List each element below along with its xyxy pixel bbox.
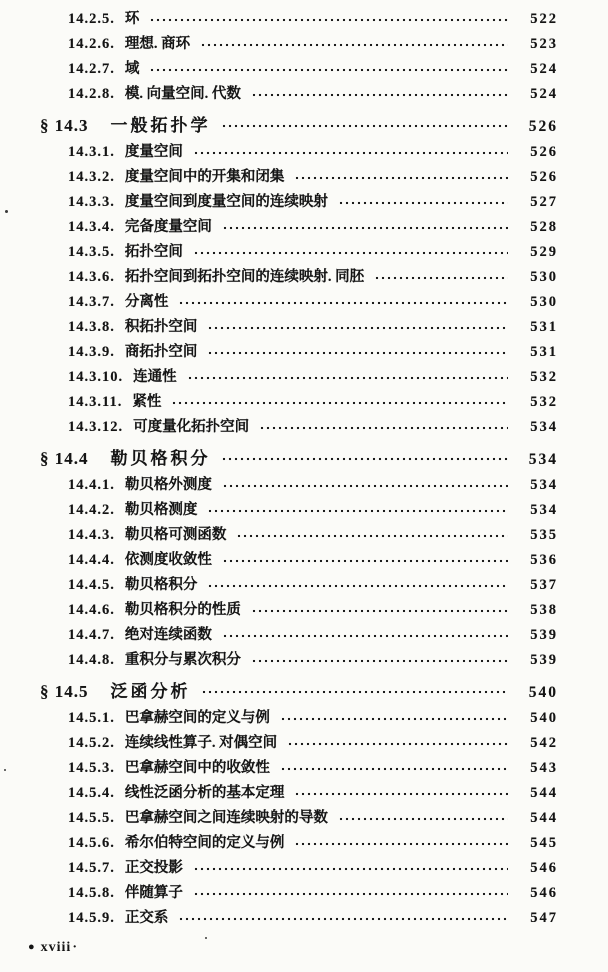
entry-title: 分离性 xyxy=(124,294,169,310)
entry-page: 524 xyxy=(530,86,558,102)
entry-number: 14.3.2. xyxy=(68,169,115,185)
toc-entry xyxy=(0,781,558,806)
entry-page: 528 xyxy=(530,219,558,235)
entry-title: 希尔伯特空间的定义与例 xyxy=(124,835,285,851)
entry-page: 544 xyxy=(530,810,558,826)
footer-right-dot: · xyxy=(72,940,78,955)
toc-entry xyxy=(0,731,558,756)
dot-leader xyxy=(201,688,509,696)
dot-leader xyxy=(280,765,508,773)
dot-leader xyxy=(193,249,508,257)
entry-page: 539 xyxy=(530,627,558,643)
dot-leader xyxy=(200,41,508,49)
entry-page: 534 xyxy=(530,419,558,435)
footer-page-number: xviii xyxy=(40,940,72,955)
entry-page: 531 xyxy=(530,344,558,360)
entry-number: 14.4.4. xyxy=(68,552,115,568)
toc-entry xyxy=(0,165,558,190)
toc-entry xyxy=(0,82,558,107)
entry-title: 连续线性算子. 对偶空间 xyxy=(124,735,278,751)
entry-page: 537 xyxy=(530,577,558,593)
entry-number: 14.2.6. xyxy=(68,36,115,52)
entry-number: 14.4.5. xyxy=(68,577,115,593)
dot-leader xyxy=(193,149,508,157)
entry-page: 529 xyxy=(530,244,558,260)
dot-leader xyxy=(338,199,508,207)
entry-title: 拓扑空间到拓扑空间的连续映射. 同胚 xyxy=(124,269,365,285)
entry-number: 14.2.7. xyxy=(68,61,115,77)
entry-title: 重积分与累次积分 xyxy=(124,652,241,668)
toc-entry xyxy=(0,265,558,290)
entry-number: 14.4.3. xyxy=(68,527,115,543)
entry-page: 526 xyxy=(530,169,558,185)
entry-number: 14.2.5. xyxy=(68,11,115,27)
toc-entry xyxy=(0,881,558,906)
entry-title: 完备度量空间 xyxy=(124,219,212,235)
entry-number: 14.5.1. xyxy=(68,710,115,726)
entry-number: 14.3.5. xyxy=(68,244,115,260)
dot-leader xyxy=(178,915,508,923)
entry-title: 可度量化拓扑空间 xyxy=(133,419,250,435)
toc-entry xyxy=(0,365,558,390)
entry-page: 526 xyxy=(530,144,558,160)
entry-number: 14.4.1. xyxy=(68,477,115,493)
entry-number: 14.5.6. xyxy=(68,835,115,851)
entry-page: 539 xyxy=(530,652,558,668)
entry-page: 524 xyxy=(530,61,558,77)
dot-leader xyxy=(251,607,508,615)
entry-title: 度量空间到度量空间的连续映射 xyxy=(124,194,328,210)
entry-number: 14.4.6. xyxy=(68,602,115,618)
entry-number: 14.5.5. xyxy=(68,810,115,826)
toc-entry xyxy=(0,677,558,706)
dot-leader xyxy=(149,16,508,24)
entry-number: 14.4.7. xyxy=(68,627,115,643)
scan-speck xyxy=(4,769,6,771)
entry-page: 523 xyxy=(530,36,558,52)
toc-entry xyxy=(0,415,558,440)
entry-number: § 14.3 xyxy=(40,116,89,135)
entry-number: 14.5.9. xyxy=(68,910,115,926)
entry-title: 商拓扑空间 xyxy=(124,344,198,360)
dot-leader xyxy=(193,865,508,873)
toc-entry xyxy=(0,390,558,415)
toc-entry xyxy=(0,806,558,831)
dot-leader xyxy=(187,374,508,382)
footer-left-bullet: ● xyxy=(28,941,36,953)
dot-leader xyxy=(280,715,508,723)
entry-page: 534 xyxy=(530,502,558,518)
entry-title: 巴拿赫空间之间连续映射的导数 xyxy=(124,810,328,826)
toc-entry xyxy=(0,240,558,265)
toc-entry xyxy=(0,215,558,240)
entry-page: 542 xyxy=(530,735,558,751)
entry-title: 勒贝格积分 xyxy=(110,449,211,468)
toc-entry xyxy=(0,444,558,473)
toc-entry xyxy=(0,831,558,856)
dot-leader xyxy=(171,399,508,407)
dot-leader xyxy=(251,657,508,665)
toc-entry xyxy=(0,190,558,215)
entry-number: 14.3.7. xyxy=(68,294,115,310)
entry-title: 一般拓扑学 xyxy=(110,116,211,135)
entry-number: 14.5.8. xyxy=(68,885,115,901)
entry-number: 14.3.11. xyxy=(68,394,123,410)
entry-number: 14.3.3. xyxy=(68,194,115,210)
entry-number: 14.4.2. xyxy=(68,502,115,518)
toc-entry xyxy=(0,473,558,498)
entry-page: 536 xyxy=(530,552,558,568)
entry-number: 14.3.9. xyxy=(68,344,115,360)
toc-entry xyxy=(0,498,558,523)
dot-leader xyxy=(207,349,508,357)
page-footer xyxy=(28,940,78,956)
entry-title: 勒贝格测度 xyxy=(124,502,198,518)
entry-page: 522 xyxy=(530,11,558,27)
entry-page: 545 xyxy=(530,835,558,851)
toc-entry xyxy=(0,623,558,648)
toc-entry xyxy=(0,573,558,598)
entry-number: 14.5.2. xyxy=(68,735,115,751)
dot-leader xyxy=(374,274,508,282)
dot-leader xyxy=(294,790,508,798)
entry-title: 勒贝格积分的性质 xyxy=(124,602,241,618)
toc-entry xyxy=(0,548,558,573)
dot-leader xyxy=(193,890,508,898)
dot-leader xyxy=(222,224,508,232)
entry-page: 544 xyxy=(530,785,558,801)
dot-leader xyxy=(338,815,508,823)
toc-entry xyxy=(0,32,558,57)
toc-entry xyxy=(0,706,558,731)
entry-title: 度量空间 xyxy=(124,144,183,160)
entry-number: § 14.4 xyxy=(40,449,89,468)
entry-page: 547 xyxy=(530,910,558,926)
dot-leader xyxy=(222,632,508,640)
dot-leader xyxy=(222,482,508,490)
dot-leader xyxy=(221,455,509,463)
entry-page: 530 xyxy=(530,269,558,285)
entry-page: 534 xyxy=(528,451,558,468)
entry-title: 正交投影 xyxy=(124,860,183,876)
dot-leader xyxy=(207,324,508,332)
entry-page: 531 xyxy=(530,319,558,335)
entry-title: 环 xyxy=(124,11,140,27)
entry-title: 正交系 xyxy=(124,910,169,926)
entry-page: 535 xyxy=(530,527,558,543)
entry-number: 14.5.3. xyxy=(68,760,115,776)
entry-page: 532 xyxy=(530,369,558,385)
entry-number: 14.3.8. xyxy=(68,319,115,335)
entry-title: 绝对连续函数 xyxy=(124,627,212,643)
entry-page: 546 xyxy=(530,860,558,876)
dot-leader xyxy=(251,91,508,99)
entry-page: 540 xyxy=(530,710,558,726)
scan-speck xyxy=(5,210,8,213)
dot-leader xyxy=(207,582,508,590)
entry-page: 527 xyxy=(530,194,558,210)
entry-page: 534 xyxy=(530,477,558,493)
dot-leader xyxy=(287,740,508,748)
entry-number: 14.3.12. xyxy=(68,419,124,435)
toc-entry xyxy=(0,523,558,548)
scan-speck xyxy=(205,937,207,939)
entry-page: 540 xyxy=(528,684,558,701)
entry-number: 14.4.8. xyxy=(68,652,115,668)
entry-page: 526 xyxy=(528,118,558,135)
entry-title: 紧性 xyxy=(132,394,162,410)
entry-page: 543 xyxy=(530,760,558,776)
entry-number: § 14.5 xyxy=(40,682,89,701)
entry-page: 546 xyxy=(530,885,558,901)
entry-page: 530 xyxy=(530,294,558,310)
entry-title: 度量空间中的开集和闭集 xyxy=(124,169,285,185)
dot-leader xyxy=(149,66,508,74)
entry-title: 依测度收敛性 xyxy=(124,552,212,568)
entry-title: 勒贝格积分 xyxy=(124,577,198,593)
entry-title: 模. 向量空间. 代数 xyxy=(124,86,241,102)
entry-title: 积拓扑空间 xyxy=(124,319,198,335)
dot-leader xyxy=(222,557,508,565)
entry-number: 14.5.4. xyxy=(68,785,115,801)
entry-title: 拓扑空间 xyxy=(124,244,183,260)
toc-entry xyxy=(0,290,558,315)
dot-leader xyxy=(221,122,509,130)
toc-entry xyxy=(0,7,558,32)
entry-number: 14.3.1. xyxy=(68,144,115,160)
toc-entry xyxy=(0,906,558,931)
entry-title: 伴随算子 xyxy=(124,885,183,901)
entry-number: 14.3.6. xyxy=(68,269,115,285)
toc-entry xyxy=(0,856,558,881)
toc-entry xyxy=(0,648,558,673)
entry-page: 538 xyxy=(530,602,558,618)
toc-entry xyxy=(0,57,558,82)
entry-title: 巴拿赫空间的定义与例 xyxy=(124,710,270,726)
entry-title: 理想. 商环 xyxy=(124,36,191,52)
entry-title: 巴拿赫空间中的收敛性 xyxy=(124,760,270,776)
entry-title: 线性泛函分析的基本定理 xyxy=(124,785,285,801)
dot-leader xyxy=(259,424,508,432)
dot-leader xyxy=(294,174,508,182)
dot-leader xyxy=(294,840,508,848)
entry-title: 域 xyxy=(124,61,140,77)
entry-page: 532 xyxy=(530,394,558,410)
entry-title: 泛函分析 xyxy=(110,682,191,701)
toc-entry xyxy=(0,598,558,623)
toc-entry xyxy=(0,140,558,165)
entry-number: 14.3.4. xyxy=(68,219,115,235)
toc-entry xyxy=(0,756,558,781)
dot-leader xyxy=(236,532,508,540)
entry-title: 连通性 xyxy=(133,369,177,385)
dot-leader xyxy=(207,507,508,515)
entry-title: 勒贝格可测函数 xyxy=(124,527,227,543)
dot-leader xyxy=(178,299,508,307)
entry-title: 勒贝格外测度 xyxy=(124,477,212,493)
toc-entry xyxy=(0,315,558,340)
toc-entry xyxy=(0,111,558,140)
entry-number: 14.2.8. xyxy=(68,86,115,102)
entry-number: 14.3.10. xyxy=(68,369,124,385)
toc-entry xyxy=(0,340,558,365)
entry-number: 14.5.7. xyxy=(68,860,115,876)
